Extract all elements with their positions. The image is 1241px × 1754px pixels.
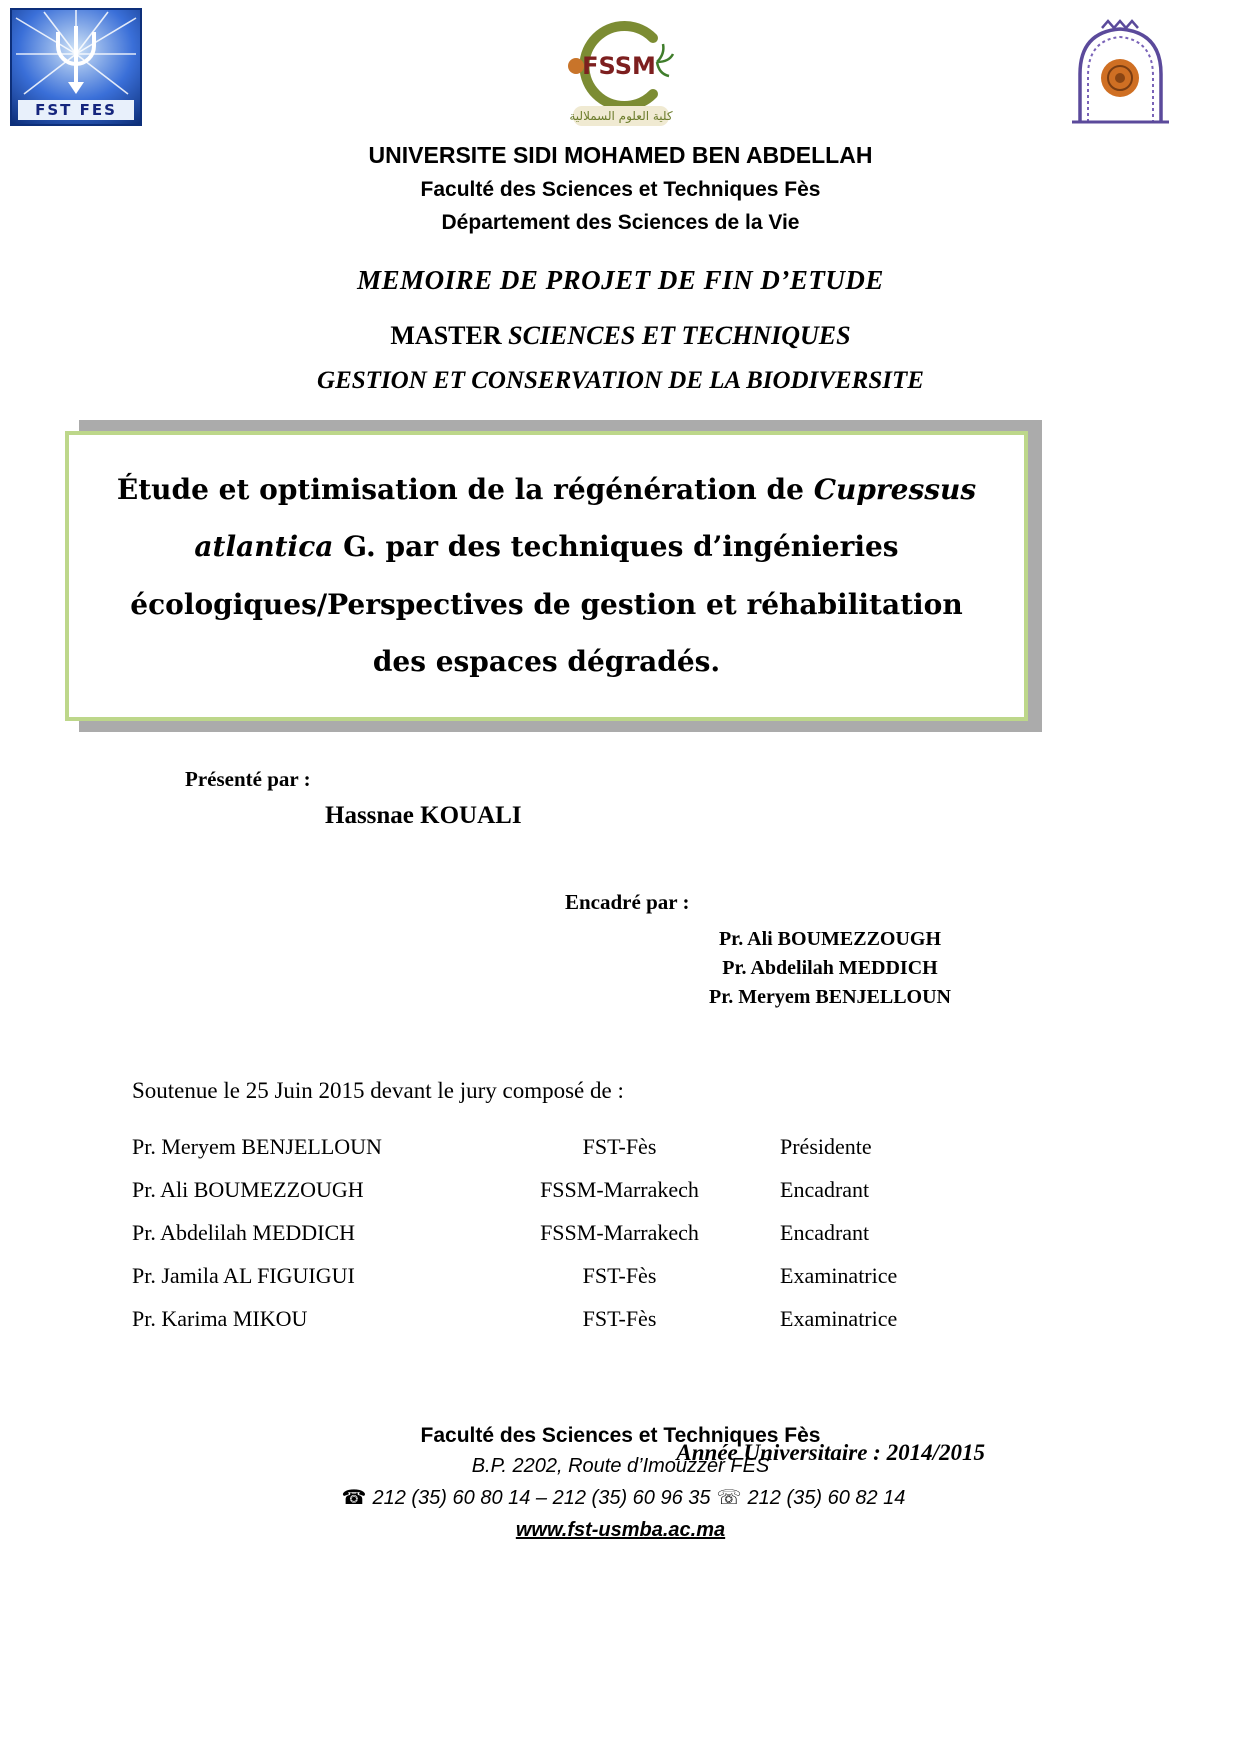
supervisor-name: Pr. Abdelilah MEDDICH [722, 956, 938, 979]
master-title [0, 321, 1241, 351]
fax-icon: ☏ [716, 1487, 742, 1509]
master-prefix: MASTER [390, 321, 509, 350]
jury-member-name: Pr. Meryem BENJELLOUN [132, 1133, 382, 1159]
jury-member-role: Encadrant [780, 1176, 870, 1202]
fssm-logo-image [559, 6, 683, 134]
footer-faculty-name: Faculté des Sciences et Techniques Fès [420, 1424, 821, 1447]
master-program-name: SCIENCES ET TECHNIQUES [508, 321, 851, 350]
presented-by-label: Présenté par : [185, 766, 311, 791]
supervisor-name: Pr. Ali BOUMEZZOUGH [718, 927, 942, 950]
supervisor-name: Pr. Meryem BENJELLOUN [708, 985, 951, 1008]
department-name: Département des Sciences de la Vie [441, 211, 800, 234]
fst-fes-logo-image [10, 8, 142, 126]
university-name: UNIVERSITE SIDI MOHAMED BEN ABDELLAH [368, 142, 873, 168]
jury-member-role: Présidente [780, 1133, 872, 1159]
fax-number: 212 (35) 60 82 14 [747, 1487, 906, 1509]
jury-table [132, 1134, 1241, 1332]
fst-fes-logo [10, 8, 142, 131]
footer-address: B.P. 2202, Route d’Imouzzer FES [471, 1455, 770, 1477]
title-species-name: Cupressus atlantica [194, 473, 977, 564]
fst-fes-logo-text: FST FES [35, 101, 117, 119]
website-link[interactable]: www.fst-usmba.ac.ma [515, 1519, 726, 1541]
thesis-title [103, 461, 990, 691]
jury-member-institution: FSSM-Marrakech [540, 1219, 699, 1245]
jury-member-name: Pr. Karima MIKOU [132, 1305, 308, 1331]
usmba-logo-image [1058, 16, 1183, 128]
title-part-2: G. par des techniques d’ingénieries écologiques/Perspectives de gestion et réhabilitation des espaces dégradés. [130, 530, 963, 679]
fssm-logo-arabic-text: كلية العلوم السملالية [568, 109, 673, 123]
jury-member-institution: FST-Fès [582, 1305, 657, 1331]
jury-member-name: Pr. Ali BOUMEZZOUGH [132, 1176, 364, 1202]
supervisor-list [680, 925, 980, 1012]
jury-member-name: Pr. Abdelilah MEDDICH [132, 1219, 356, 1245]
thesis-title-box [65, 431, 1028, 721]
usmba-logo [1058, 16, 1183, 133]
degree-block [0, 265, 1241, 395]
jury-member-role: Encadrant [780, 1219, 870, 1245]
academic-year: Année Universitaire : 2014/2015 [676, 1439, 985, 1465]
jury-member-institution: FST-Fès [582, 1262, 657, 1288]
jury-member-institution: FSSM-Marrakech [540, 1176, 699, 1202]
faculty-name: Faculté des Sciences et Techniques Fès [420, 178, 821, 201]
footer-contact-line [0, 1485, 1241, 1510]
defense-intro: Soutenue le 25 Juin 2015 devant le jury composé de : [132, 1077, 624, 1103]
specialty-title: GESTION ET CONSERVATION DE LA BIODIVERSITE [317, 367, 924, 394]
memoire-title: MEMOIRE DE PROJET DE FIN D’ETUDE [357, 265, 884, 295]
phone-icon: ☎ [341, 1487, 367, 1509]
title-part-1: Étude et optimisation de la régénération de [116, 473, 814, 506]
fssm-logo [559, 6, 683, 139]
author-name: Hassnae KOUALI [325, 801, 522, 829]
jury-member-role: Examinatrice [780, 1262, 898, 1288]
jury-member-name: Pr. Jamila AL FIGUIGUI [132, 1262, 355, 1288]
footer [0, 1424, 1241, 1542]
footer-website-row [0, 1512, 1241, 1542]
supervised-by-label: Encadré par : [565, 889, 690, 914]
jury-member-institution: FST-Fès [582, 1133, 657, 1159]
phone-numbers: 212 (35) 60 80 14 – 212 (35) 60 96 35 [372, 1487, 711, 1509]
jury-member-role: Examinatrice [780, 1305, 898, 1331]
fssm-logo-text: FSSM [581, 52, 656, 80]
